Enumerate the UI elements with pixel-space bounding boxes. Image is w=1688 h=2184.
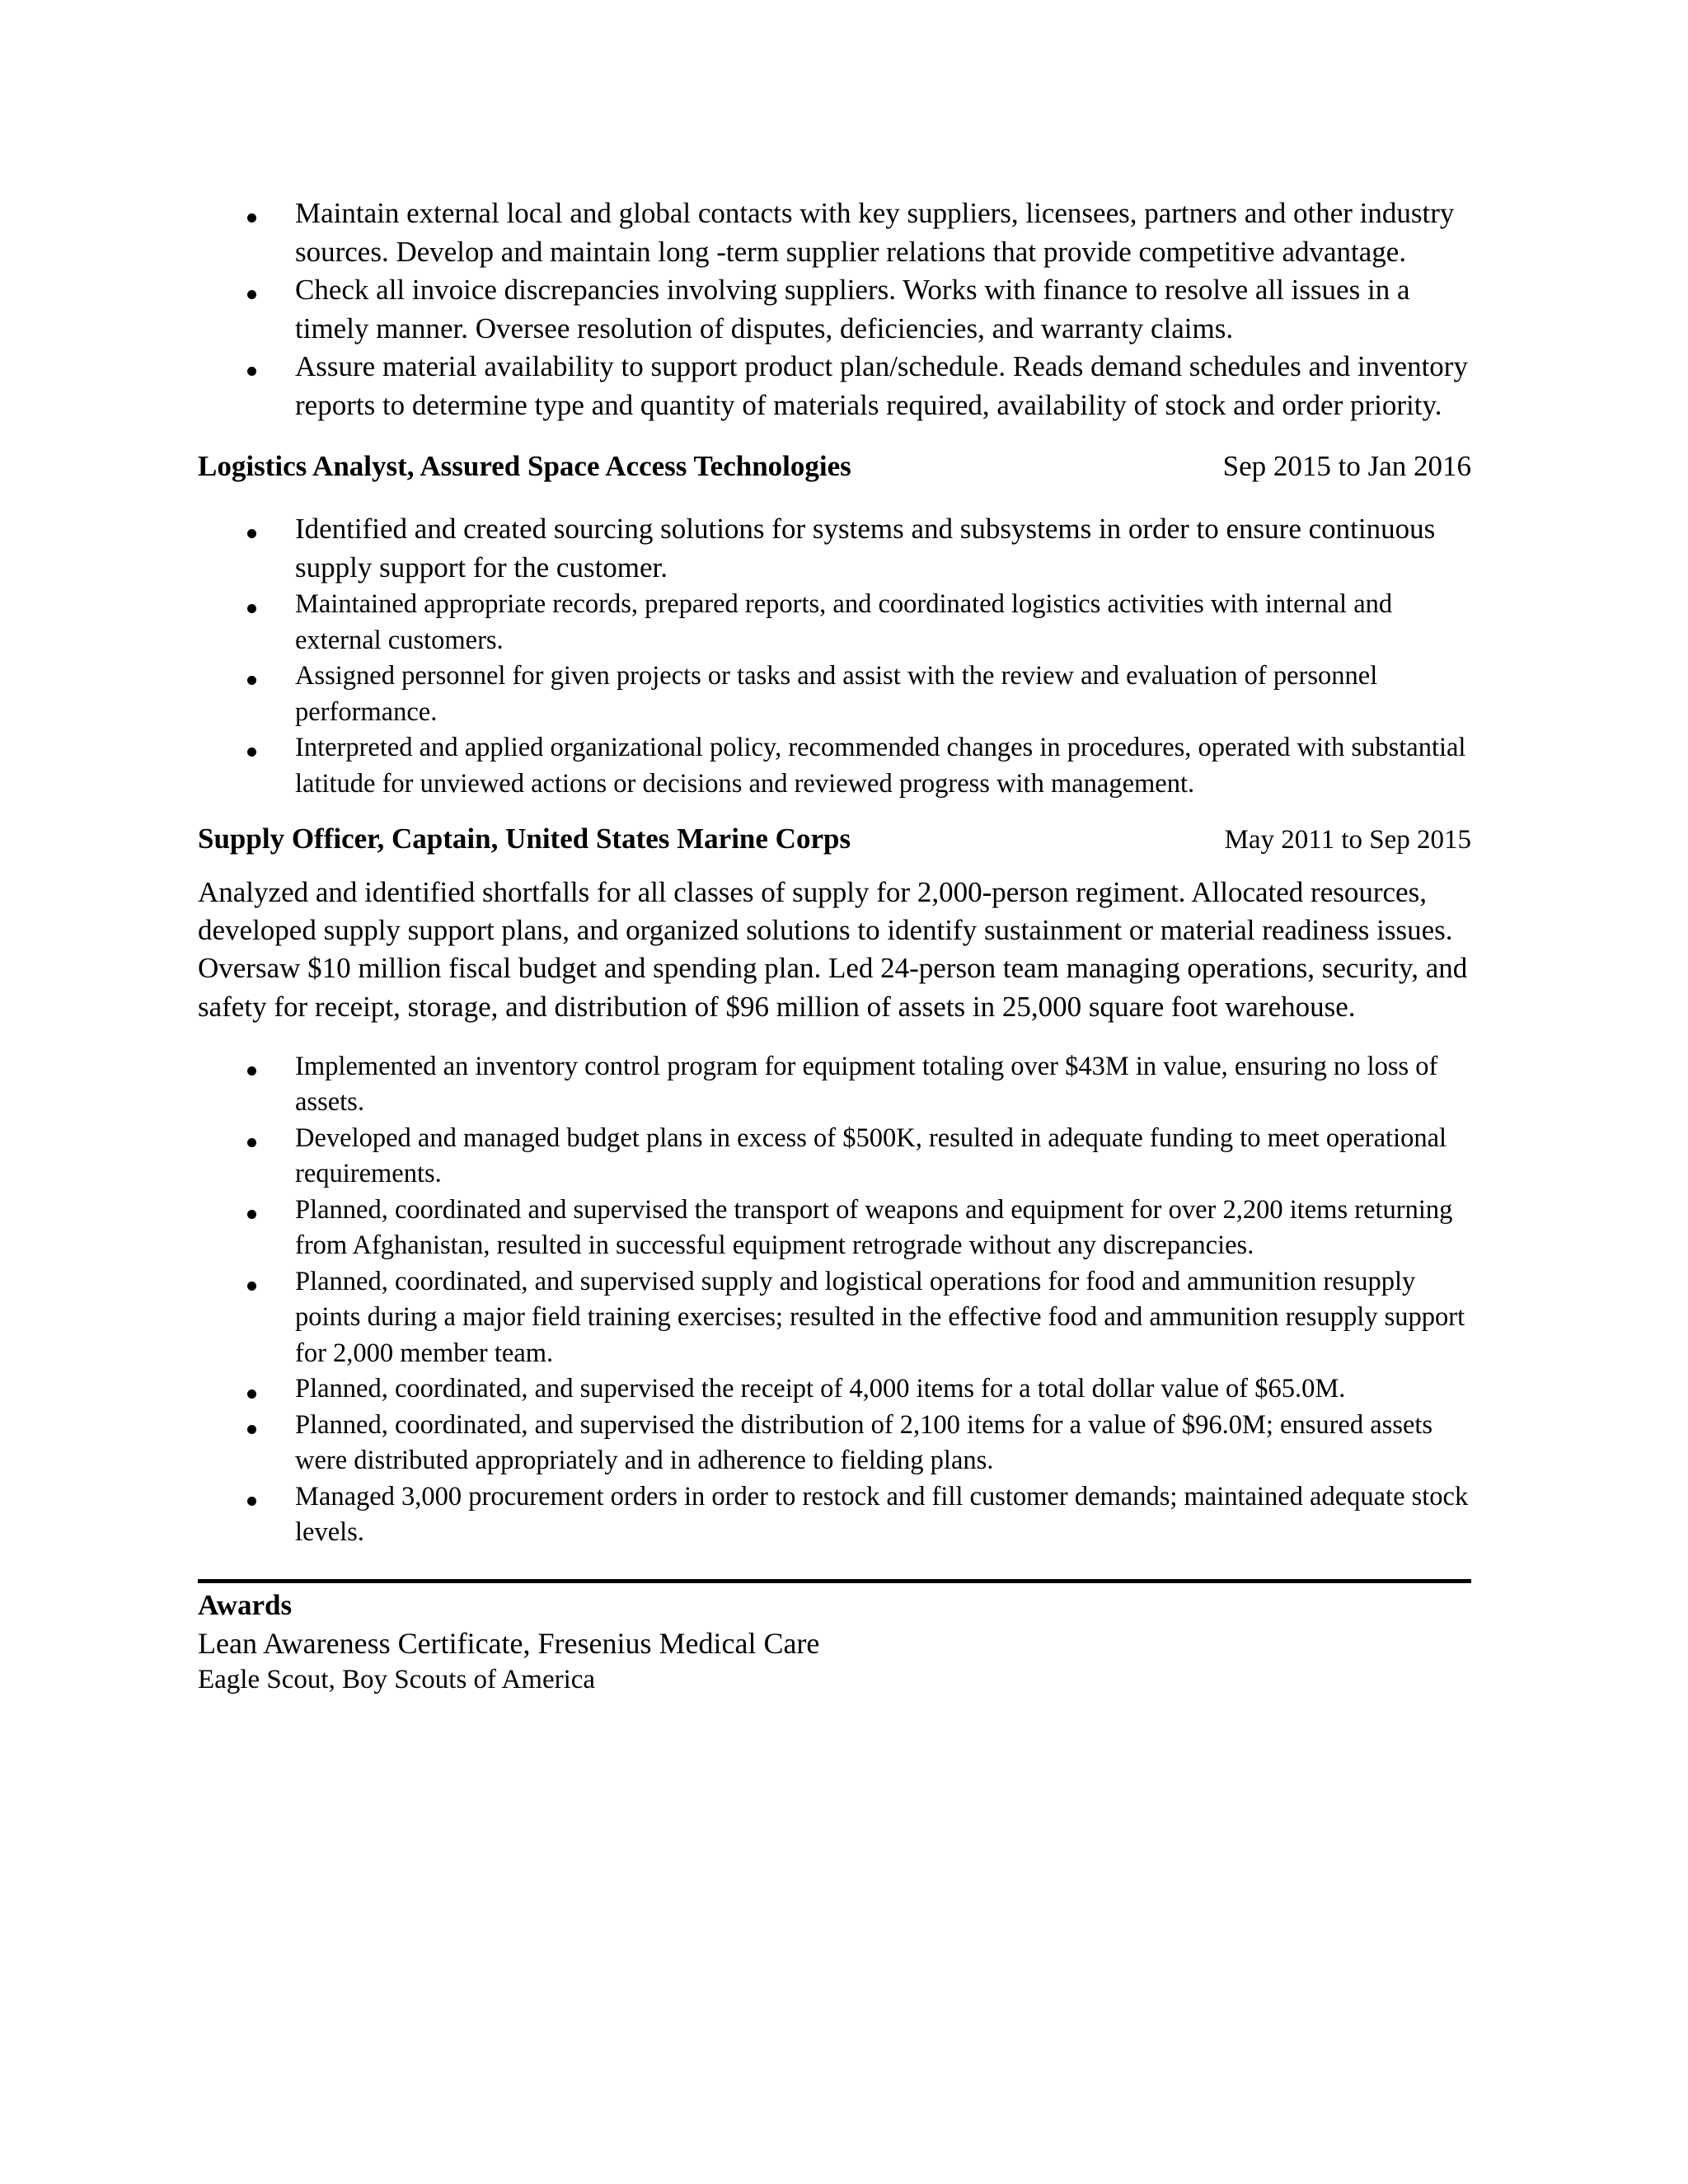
job-header-supply-officer <box>198 820 1471 859</box>
job-dates: May 2011 to Sep 2015 <box>1224 825 1471 855</box>
bullet-icon <box>247 529 256 538</box>
job-summary: Analyzed and identified shortfalls for all classes of supply for 2,000-person regiment. Allocated resources, developed supply support plans, and organized solutions to identify sustainment or material readiness issues. Oversaw $10 million fiscal budget and spending plan. Led 24-person team managing operations, security, and safety for receipt, storage, and distribution of $96 million of assets in 25,000 square foot warehouse. <box>198 876 1468 1023</box>
bullet-text: Planned, coordinated, and supervised supply and logistical operations for food and ammunition resupply points during a major field training exercises; resulted in the effective food and ammunition resupply support for 2,000 member team. <box>295 1266 1465 1368</box>
list-item <box>198 587 1471 658</box>
bullet-text: Interpreted and applied organizational policy, recommended changes in procedures, operated with substantial latitude for unviewed actions or decisions and reviewed progress with management. <box>295 733 1466 799</box>
list-item <box>198 1049 1471 1121</box>
bullet-text: Implemented an inventory control program for equipment totaling over $43M in value, ensuring no loss of assets. <box>295 1051 1438 1118</box>
bullet-text: Identified and created sourcing solutions for systems and subsystems in order to ensure continuous supply support for the customer. <box>295 513 1436 583</box>
bullet-icon <box>247 367 256 376</box>
list-item <box>198 1371 1471 1408</box>
list-item <box>198 730 1471 802</box>
list-item <box>198 194 1471 271</box>
bullet-text: Assigned personnel for given projects or tasks and assist with the review and evaluation of personnel performance. <box>295 661 1378 727</box>
bullet-text: Check all invoice discrepancies involving suppliers. Works with finance to resolve all issues in a timely manner. Oversee resolution of disputes, deficiencies, and warranty claims. <box>295 274 1410 344</box>
bullet-text: Developed and managed budget plans in excess of $500K, resulted in adequate funding to meet operational requirements. <box>295 1122 1447 1189</box>
section-divider <box>198 1579 1471 1583</box>
bullet-text: Planned, coordinated, and supervised the receipt of 4,000 items for a total dollar value of $65.0M. <box>295 1374 1346 1404</box>
list-item <box>198 1264 1471 1372</box>
intro-bullet-list <box>198 194 1471 424</box>
bullet-icon <box>247 1282 256 1291</box>
bullet-icon <box>247 1425 256 1434</box>
job-title: Logistics Analyst, Assured Space Access Technologies <box>198 450 851 482</box>
bullet-text: Maintained appropriate records, prepared reports, and coordinated logistics activities with internal and external customers. <box>295 589 1393 655</box>
list-item <box>198 1121 1471 1193</box>
bullet-icon <box>247 604 256 613</box>
bullet-text: Planned, coordinated, and supervised the distribution of 2,100 items for a value of $96.0M; ensured assets were distributed appropriately and in adherence to fielding plans. <box>295 1409 1433 1476</box>
bullet-icon <box>247 1066 256 1076</box>
bullet-icon <box>247 1390 256 1399</box>
list-item <box>198 348 1471 424</box>
bullet-icon <box>247 748 256 757</box>
list-item <box>198 1479 1471 1551</box>
logistics-analyst-bullet-list <box>198 510 1471 802</box>
bullet-icon <box>247 1210 256 1219</box>
job-dates: Sep 2015 to Jan 2016 <box>1222 450 1471 482</box>
bullet-text: Managed 3,000 procurement orders in order to restock and fill customer demands; maintained adequate stock levels. <box>295 1481 1469 1548</box>
bullet-icon <box>247 290 256 299</box>
award-item: Eagle Scout, Boy Scouts of America <box>198 1664 596 1694</box>
bullet-icon <box>247 1138 256 1147</box>
list-item <box>198 1408 1471 1479</box>
list-item <box>198 510 1471 587</box>
job-header-logistics-analyst <box>198 448 1471 485</box>
bullet-text: Planned, coordinated and supervised the transport of weapons and equipment for over 2,200 items returning from Afghanistan, resulted in successful equipment retrograde without any discrepancies. <box>295 1194 1453 1261</box>
list-item <box>198 1193 1471 1264</box>
resume-page <box>198 194 1471 1697</box>
bullet-text: Assure material availability to support product plan/schedule. Reads demand schedules and inventory reports to determine type and quantity of materials required, availability of stock and order priority. <box>295 350 1468 421</box>
bullet-icon <box>247 676 256 685</box>
bullet-icon <box>247 1497 256 1506</box>
bullet-icon <box>247 213 256 223</box>
bullet-text: Maintain external local and global contacts with key suppliers, licensees, partners and other industry sources. Develop and maintain long -term supplier relations that provide competitive advantage. <box>295 197 1455 268</box>
awards-heading: Awards <box>198 1588 293 1621</box>
supply-officer-bullet-list <box>198 1049 1471 1551</box>
job-title: Supply Officer, Captain, United States Marine Corps <box>198 823 851 855</box>
list-item <box>198 658 1471 730</box>
award-item: Lean Awareness Certificate, Fresenius Medical Care <box>198 1626 820 1660</box>
list-item <box>198 271 1471 348</box>
